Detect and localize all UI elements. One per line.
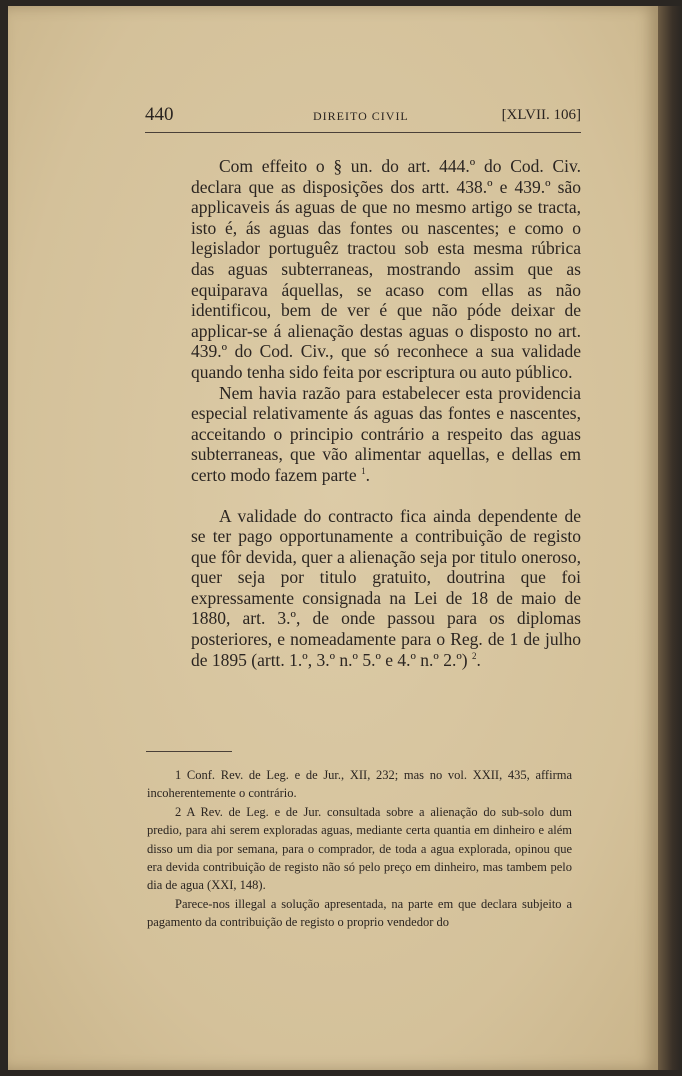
running-header [145,104,581,128]
header-rule [145,132,581,133]
paragraph-2-text: Nem havia razão para estabelecer esta providencia especial relativamente ás aguas das fontes e nascentes, acceitando o principio contrário a respeito das aguas subterraneas, que vão alimentar aquellas, e dellas em certo modo fazem parte [191,382,581,485]
footnote-rule [146,751,232,752]
footnote-2-continued: Parece-nos illegal a solução apresentada, na parte em que declara subjeito a pagamento da contribuição de registo o proprio vendedor do [147,896,572,930]
paragraph-1: Com effeito o § un. do art. 444.º do Cod. Civ. declara que as disposições dos artt. 438.º e 439.º são applicaveis ás aguas de que no mesmo artigo se tracta, isto é, ás aguas das fontes ou nascentes; e como o legislador portuguêz tractou sob esta mesma rúbrica das aguas subterraneas, mostrando assim que as equiparava áquellas, se acaso com ellas as não identificou, bem de ver é que não póde deixar de applicar-se á alienação destas aguas o disposto no art. 439.º do Cod. Civ., que só reconhece a sua validade quando tenha sido feita por escriptura ou auto público. [191,156,581,382]
book-gutter-shadow [658,6,682,1070]
main-text [191,156,581,670]
footnote-mark-2: 2 [472,650,477,661]
paragraph-3-text: A validade do contracto fica ainda dependente de se ter pago opportunamente a contribuição de registo que fôr devida, quer a alienação seja por titulo oneroso, quer seja por titulo gratuito, doutrina que foi expressamente consignada na Lei de 18 de maio de 1880, art. 3.º, de onde passou para os diplomas posteriores, e nomeadamente para o Reg. de 1 de julho de 1895 (artt. 1.º, 3.º n.º 5.º e 4.º n.º 2.º) [191,505,581,670]
paragraph-3 [191,506,581,671]
paragraph-2-end: . [365,464,370,485]
footnote-2: 2 A Rev. de Leg. e de Jur. consultada sobre a alienação do sub-solo dum predio, para ahi serem exploradas aguas, mediante certa quantia em dinheiro e além disso um dia por semana, para o comprador, de toda a agua explorada, opinou que era devida contribuição de registo não só pelo preço em dinheiro, mas tambem pelo dia de agua (XXI, 148). [147,804,572,893]
footnote-1: 1 Conf. Rev. de Leg. e de Jur., XII, 232; mas no vol. XXII, 435, affirma incoherentemente o contrário. [147,768,572,801]
page-number: 440 [145,104,174,125]
paragraph-2 [191,383,581,486]
section-reference: [XLVII. 106] [501,107,581,123]
paragraph-3-end: . [476,649,481,670]
running-title: DIREITO CIVIL [313,109,409,123]
footnote-mark-1: 1 [361,466,366,477]
footnotes [147,766,572,932]
